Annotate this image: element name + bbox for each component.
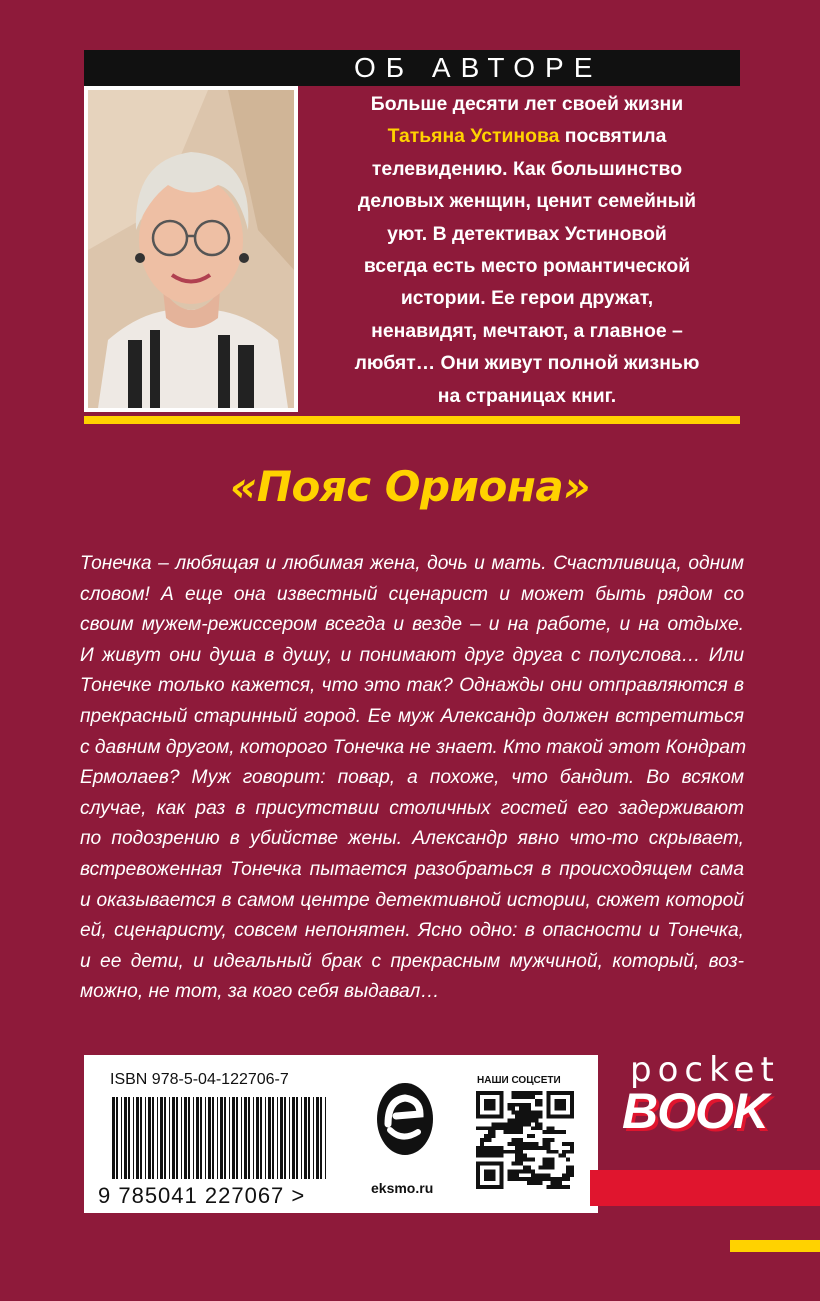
about-line: ненавидят, мечтают, а главное – — [371, 319, 683, 342]
about-line: истории. Ее герои дружат, — [400, 287, 654, 310]
about-line: уют. В детективах Устиновой — [387, 222, 667, 245]
about-line: всегда есть место романтической — [363, 255, 691, 278]
red-stripe — [590, 1170, 820, 1206]
about-author-title: ОБ АВТОРЕ — [354, 52, 603, 83]
annotation-line: И живут они душа в душу, и понимают друг друга с полуслова… Или — [80, 644, 744, 666]
annotation-line: случае, как раз в присутствии столичных гостей его задерживают — [80, 797, 744, 819]
qr-code-icon — [476, 1091, 574, 1189]
about-line: на страницах книг. — [437, 384, 617, 407]
about-line — [312, 120, 742, 152]
annotation-line: с давним другом, которого Тонечка не знает. Кто такой этот Кондрат — [80, 736, 747, 758]
series-book: BOOK — [622, 1083, 768, 1139]
annotation-line: и оказывается в самом центре детективной истории, сюжет которой — [80, 889, 744, 911]
annotation-line: Тонечка – любящая и любимая жена, дочь и мать. Счастливица, одним — [80, 553, 744, 574]
about-line: Больше десяти лет своей жизни — [370, 93, 684, 115]
barcode-image — [110, 1097, 330, 1179]
book-title: «Пояс Ориона» — [230, 462, 590, 511]
author-name: Татьяна Устинова — [387, 125, 560, 148]
annotation-line: словом! А еще она известный сценарист и может быть рядом со — [80, 583, 744, 605]
about-author-header — [84, 50, 740, 86]
annotation-line: Ермолаев? Муж говорит: повар, а похоже, что бандит. Во всяком — [80, 767, 744, 789]
annotation-line: и ее дети, и идеальный брак с прекрасным мужчиной, который, воз- — [80, 950, 744, 972]
annotation-line: встревоженная Тонечка пытается разобраться в происходящем сама — [80, 858, 744, 880]
about-line-rest: посвятила — [559, 125, 667, 148]
social-label: НАШИ СОЦСЕТИ — [477, 1075, 561, 1086]
author-photo — [84, 86, 298, 412]
publisher-site: eksmo.ru — [371, 1180, 434, 1196]
barcode-digits: 9 785041 227067 > — [98, 1183, 306, 1208]
barcode-box — [84, 1055, 598, 1213]
annotation-line: Тонечке только кажется, что это так? Однажды они отправляются в — [80, 675, 744, 697]
yellow-stripe — [730, 1240, 820, 1252]
annotation-text — [80, 549, 747, 1008]
divider-line — [84, 416, 740, 424]
annotation-line: своим мужем-режиссером всегда и везде – и на работе, и на отдыхе. — [80, 614, 744, 636]
annotation-line: можно, не тот, за кого себя выдавал… — [80, 981, 440, 1003]
series-pocket: pocket — [630, 1050, 780, 1090]
annotation-line: по подозрению в убийстве жены. Александр явно что-то скрывает, — [80, 828, 744, 850]
about-line: деловых женщин, ценит семейный — [357, 190, 697, 213]
about-line: телевидению. Как большинство — [371, 157, 683, 180]
about-line: любят… Они живут полной жизнью — [354, 352, 700, 375]
isbn-label: ISBN 978-5-04-122706-7 — [110, 1071, 289, 1088]
annotation-line: прекрасный старинный город. Ее муж Александр должен встретиться — [80, 705, 744, 727]
about-author-text — [312, 88, 742, 412]
eksmo-logo-icon — [374, 1080, 436, 1158]
annotation-line: ей, сценаристу, совсем непонятен. Ясно одно: в опасности и Тонечка, — [80, 920, 744, 942]
